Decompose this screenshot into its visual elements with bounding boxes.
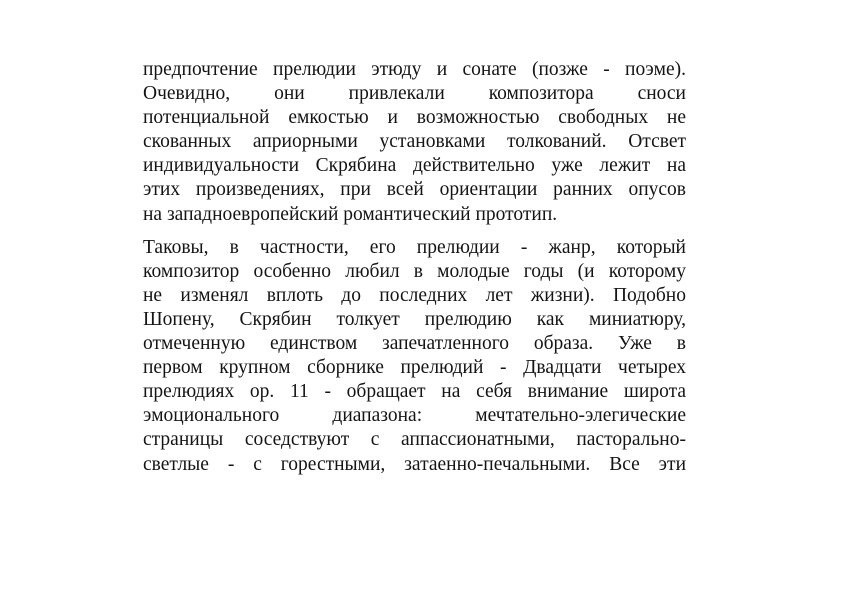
text-line: светлые - с горестными, затаенно-печальными. Все эти: [143, 453, 686, 475]
text-line: индивидуальности Скрябина действительно уже лежит на: [143, 155, 686, 177]
text-line: не изменял вплоть до последних лет жизни). Подобно: [143, 284, 686, 306]
text-line: предпочтение прелюдии этюду и сонате (позже - поэме).: [143, 59, 686, 80]
text-line: этих произведениях, при всей ориентации ранних опусов: [143, 179, 686, 201]
paragraph-1: [143, 58, 686, 227]
text-line: Очевидно, они привлекали композитора сноси: [143, 83, 686, 105]
text-line: эмоционального диапазона: мечтательно-элегические: [143, 405, 686, 427]
text-line: первом крупном сборнике прелюдий - Двадцати четырех: [143, 357, 686, 379]
text-line: прелюдиях ор. 11 - обращает на себя внимание широта: [143, 381, 686, 403]
text-line: композитор особенно любил в молодые годы (и которому: [143, 260, 686, 282]
text-line: страницы соседствуют с аппассионатными, пасторально-: [143, 429, 686, 451]
text-line: Шопену, Скрябин толкует прелюдию как миниатюру,: [143, 308, 686, 330]
text-line: Таковы, в частности, его прелюдии - жанр, который: [143, 236, 686, 258]
body-text: [143, 58, 686, 477]
text-line: отмеченную единством запечатленного образа. Уже в: [143, 333, 686, 355]
paragraph-2: [143, 236, 686, 477]
text-line: скованных априорными установками толкований. Отсвет: [143, 131, 686, 153]
text-line: на западноевропейский романтический прототип.: [143, 203, 558, 225]
text-line: потенциальной емкостью и возможностью свободных не: [143, 107, 686, 129]
